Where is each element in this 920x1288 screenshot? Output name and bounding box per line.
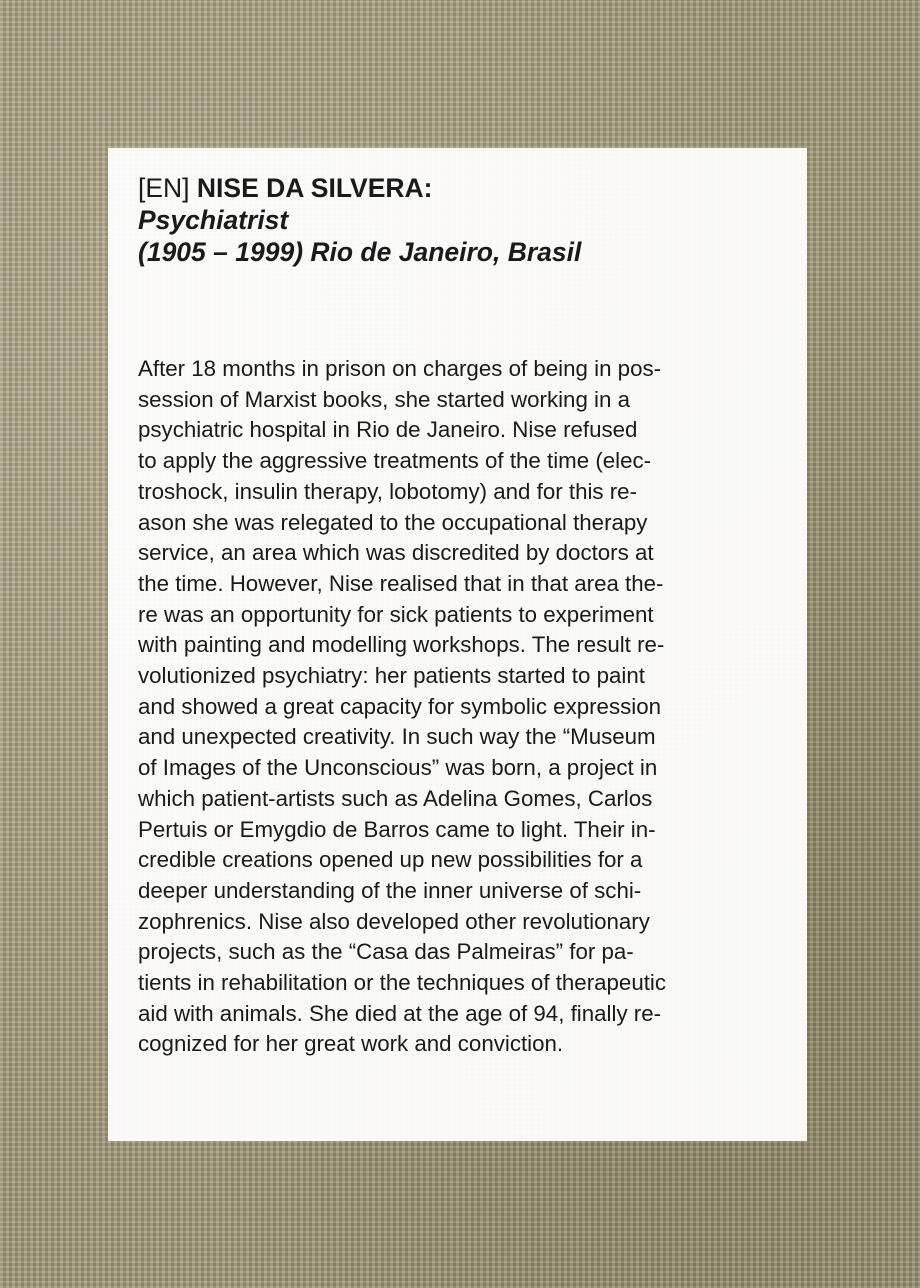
text-line: with painting and modelling workshops. The result re- xyxy=(138,632,665,658)
text-line: After 18 months in prison on charges of being in pos- xyxy=(138,356,662,381)
text-line: volutionized psychiatry: her patients started to paint xyxy=(138,663,645,689)
text-line: re was an opportunity for sick patients to experiment xyxy=(138,601,654,627)
text-line: projects, such as the “Casa das Palmeiras” for pa- xyxy=(138,939,634,965)
dates-and-place: (1905 – 1999) Rio de Janeiro, Brasil xyxy=(138,237,582,267)
biography-text xyxy=(138,354,777,1060)
text-line: deeper understanding of the inner universe of schi- xyxy=(138,877,642,903)
text-line: ason she was relegated to the occupational therapy xyxy=(138,509,648,535)
person-name: NISE DA SILVERA: xyxy=(196,173,433,203)
text-line: zophrenics. Nise also developed other revolutionary xyxy=(138,908,650,934)
profession: Psychiatrist xyxy=(138,205,289,235)
language-tag: [EN] xyxy=(138,173,190,203)
text-line: of Images of the Unconscious” was born, a project in xyxy=(138,755,658,781)
text-line: and showed a great capacity for symbolic expression xyxy=(138,693,662,719)
text-line: psychiatric hospital in Rio de Janeiro. Nise refused xyxy=(138,417,638,443)
text-line: aid with animals. She died at the age of 94, finally re- xyxy=(138,1000,662,1026)
text-line: session of Marxist books, she started working in a xyxy=(138,386,630,412)
text-line: tients in rehabilitation or the techniques of therapeutic xyxy=(138,970,667,996)
text-line: and unexpected creativity. In such way the “Museum xyxy=(138,724,656,750)
text-line: cognized for her great work and conviction. xyxy=(138,1031,564,1057)
biography-card xyxy=(108,148,807,1141)
text-line: Pertuis or Emygdio de Barros came to light. Their in- xyxy=(138,816,656,842)
text-line: troshock, insulin therapy, lobotomy) and for this re- xyxy=(138,478,638,504)
text-line: to apply the aggressive treatments of the time (elec- xyxy=(138,448,652,474)
title-line xyxy=(138,172,777,204)
text-line: service, an area which was discredited by doctors at xyxy=(138,540,654,566)
text-line: credible creations opened up new possibilities for a xyxy=(138,847,643,873)
text-line: the time. However, Nise realised that in that area the- xyxy=(138,570,664,596)
text-line: which patient-artists such as Adelina Gomes, Carlos xyxy=(138,785,653,811)
